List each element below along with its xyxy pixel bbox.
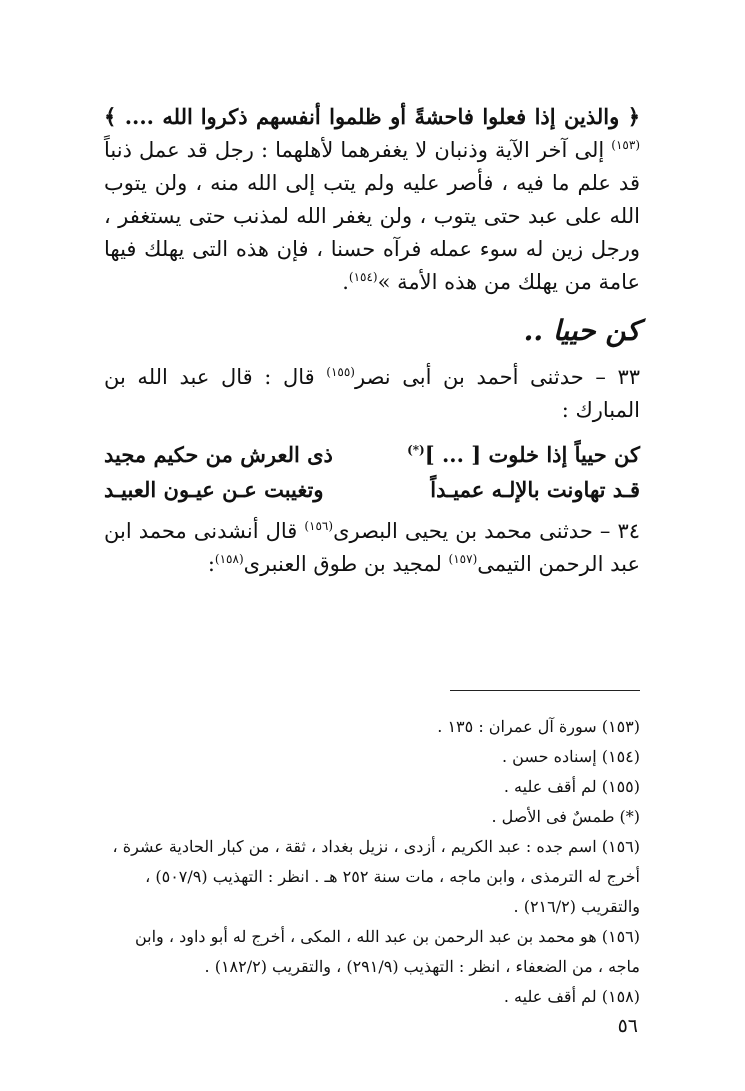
poem-hemistich-1b: ذى العرش من حكيم مجيد <box>104 442 333 467</box>
footnote-ref-156[interactable]: (١٥٦) <box>304 519 334 533</box>
footnote-154: (١٥٤) إسناده حسن . <box>501 747 640 766</box>
footnote-156: (١٥٦) اسم جده : عبد الكريم ، أزدى ، نزيل بغداد ، ثقة ، من كبار الحادية عشرة ، أخرج له الترمذى ، وابن ماجه ، مات سنة ٢٥٢ هـ . انظر : التهذيب (٥٠٧/٩) ، والتقريب (٢١٦/٢) . <box>112 837 640 916</box>
paragraph-34-mid: قال أنشدنى محمد ابن عبد الرحمن التيمى <box>104 519 640 576</box>
paragraph-1-text: إلى آخر الآية وذنبان لا يغفرهما لأهلهما : رجل قد عمل ذنباً قد علم ما فيه ، فأصر عليه ولم يتب إلى الله منه ، ولن يتوب الله على عبد حتى يتوب ، ولن يغفر الله لمذنب حتى يستغفر ، ورجل زين له سوء عمله فرآه حسنا ، فإن هذه التى يهلك فيها عامة من يهلك من هذه الأمة » <box>104 138 640 294</box>
paragraph-34-mid2: لمجيد بن طوق العنبرى <box>243 552 449 576</box>
paragraph-34-end: : <box>207 552 215 576</box>
poem-hemistich-1a-text: كن حيياً إذا خلوت [ ... ] <box>424 442 640 467</box>
paragraph-34 <box>104 515 640 581</box>
section-heading: كن حييا .. <box>523 314 640 347</box>
footnote-ref-154[interactable]: (١٥٤) <box>348 270 378 284</box>
paragraph-quran-quote <box>104 100 640 299</box>
footnote-ref-157[interactable]: (١٥٧) <box>448 552 478 566</box>
main-text <box>104 100 640 581</box>
paragraph-33 <box>104 361 640 427</box>
footnote-star: (*) طمسٌ فى الأصل . <box>491 807 640 826</box>
page-number: ٥٦ <box>617 1015 638 1037</box>
verse-line-1: ﴿ والذين إذا فعلوا فاحشةً أو ظلموا أنفسهم ذكروا <box>200 104 641 129</box>
footnote-ref-153[interactable]: (١٥٣) <box>611 138 640 152</box>
poem-verse-2 <box>104 472 640 507</box>
poem-verse-1 <box>104 437 640 472</box>
poem-hemistich-2b: وتغيبت عـن عيـون العبيـد <box>104 477 324 502</box>
footnote-ref-158[interactable]: (١٥٨) <box>214 552 244 566</box>
poem <box>104 437 640 507</box>
poem-hemistich-2a: قـد تهاونت بالإلـه عميـداً <box>430 477 640 502</box>
footnote-divider <box>450 690 640 691</box>
footnotes <box>104 712 640 1012</box>
paragraph-34-start: ٣٤ – حدثنى محمد بن يحيى البصرى <box>333 519 640 543</box>
footnote-155: (١٥٥) لم أقف عليه . <box>503 777 640 796</box>
footnote-153: (١٥٣) سورة آل عمران : ١٣٥ . <box>437 717 640 736</box>
paragraph-33-start: ٣٣ – حدثنى أحمد بن أبى نصر <box>354 365 640 389</box>
poem-hemistich-1a <box>407 437 640 472</box>
footnote-ref-155[interactable]: (١٥٥) <box>326 365 355 379</box>
paragraph-1-end: . <box>342 270 349 294</box>
paragraph-33-rest: قال : قال عبد الله بن المبارك : <box>104 365 640 422</box>
footnote-158: (١٥٨) لم أقف عليه . <box>503 987 640 1006</box>
footnote-157: (١٥٦) هو محمد بن عبد الرحمن بن عبد الله ، المكى ، أخرج له أبو داود ، وابن ماجه ، من الضعفاء ، انظر : التهذيب (٢٩١/٩) ، والتقريب (١٨٢/٢) . <box>134 927 640 976</box>
verse-line-2: الله .... ﴾ <box>104 104 193 129</box>
footnote-ref-star[interactable]: (*) <box>407 443 425 457</box>
